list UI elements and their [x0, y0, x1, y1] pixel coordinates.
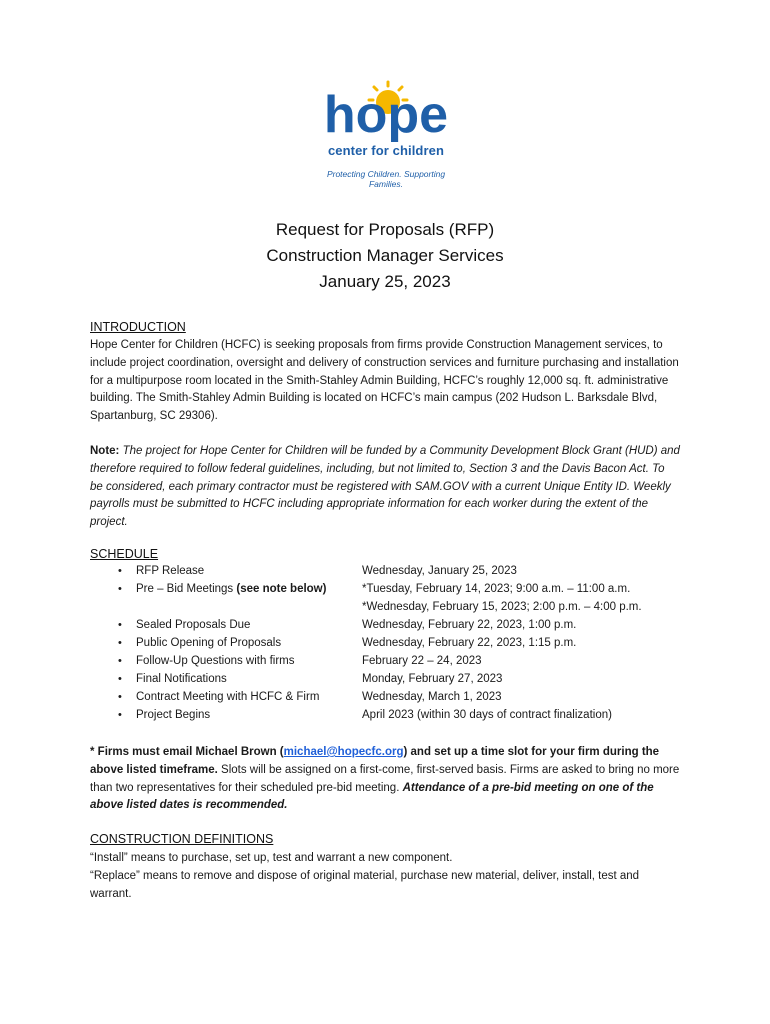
note-recommendation: Attendance of a pre-bid meeting on one of the above listed dates is recommended. — [90, 781, 654, 812]
schedule-item: Follow-Up Questions with firms — [136, 655, 295, 667]
bullet: • — [118, 583, 122, 595]
logo-word: hope — [323, 86, 449, 142]
schedule-date: April 2023 (within 30 days of contract finalization) — [362, 709, 612, 721]
note-bold-start: * Firms must email Michael Brown ( — [90, 746, 284, 758]
schedule-row — [90, 655, 690, 673]
schedule-row — [90, 709, 690, 727]
document-subtitle: Construction Manager Services — [266, 246, 504, 265]
schedule-row — [90, 637, 690, 655]
schedule-row — [90, 583, 690, 601]
schedule-item: Final Notifications — [136, 673, 227, 685]
schedule-item: Sealed Proposals Due — [136, 619, 251, 631]
logo-subtitle: center for children — [327, 143, 445, 158]
logo-graphic — [316, 80, 456, 142]
schedule-date: Wednesday, March 1, 2023 — [362, 691, 502, 703]
email-link[interactable]: michael@hopecfc.org — [283, 746, 404, 758]
bullet: • — [118, 619, 122, 631]
note-normal: Slots will be assigned on a first-come, first-served basis. Firms are asked to bring no more than two representatives for their scheduled pre-bid meeting. — [90, 763, 680, 794]
definition-replace: “Replace” means to remove and dispose of original material, purchase new material, deliver, install, test and warrant. — [90, 870, 640, 900]
schedule-heading: SCHEDULE — [90, 547, 159, 561]
definition-install: “Install” means to purchase, set up, test and warrant a new component. — [90, 852, 453, 864]
schedule-item: Public Opening of Proposals — [136, 637, 282, 649]
introduction-body: Hope Center for Children (HCFC) is seeking proposals from firms provide Construction Management services, to include project coordination, oversight and delivery of construction services and furniture purchasing and installation for a multipurpose room located in the Smith-Stahley Admin Building, HCFC’s roughly 12,000 sq. ft. administrative building. The Smith-Stahley Admin Building is located on HCFC’s main campus (202 Hudson L. Barksdale Blvd, Spartanburg, SC 29306). — [90, 339, 679, 423]
introduction-heading: INTRODUCTION — [90, 320, 186, 334]
schedule-date: *Wednesday, February 15, 2023; 2:00 p.m. – 4:00 p.m. — [362, 601, 642, 613]
schedule-row — [90, 565, 690, 583]
note-body: The project for Hope Center for Children will be funded by a Community Development Block Grant (HUD) and therefore required to follow federal guidelines, including, but not limited to, Section 3 and the Davis Bacon Act. To be considered, each primary contractor must be registered with SAM.GOV with a current Unique Entity ID. Weekly payrolls must be submitted to HCFC including appropriate information for each worker during the extent of the project. — [90, 445, 680, 529]
schedule-row — [90, 691, 690, 709]
schedule-item: Contract Meeting with HCFC & Firm — [136, 691, 320, 703]
schedule-item-text: Pre – Bid Meetings — [136, 583, 237, 595]
bullet: • — [118, 655, 122, 667]
funding-note — [90, 443, 680, 532]
logo-tagline: Protecting Children. Supporting Families. — [326, 169, 446, 189]
bullet: • — [118, 691, 122, 703]
schedule-item-note: (see note below) — [236, 583, 327, 595]
note-bold-end: ) and set up a time slot for your firm during the above listed timeframe. — [90, 746, 660, 776]
schedule-date: Wednesday, February 22, 2023, 1:00 p.m. — [362, 619, 577, 631]
definitions-heading: CONSTRUCTION DEFINITIONS — [90, 832, 274, 846]
schedule-date: Monday, February 27, 2023 — [362, 673, 503, 685]
hope-logo — [316, 80, 456, 189]
schedule-date: Wednesday, January 25, 2023 — [362, 565, 517, 577]
document-date: January 25, 2023 — [319, 272, 451, 291]
note-label: Note: — [90, 445, 120, 457]
schedule-row — [90, 601, 690, 619]
schedule-row — [90, 619, 690, 637]
schedule-date: *Tuesday, February 14, 2023; 9:00 a.m. – 11:00 a.m. — [362, 583, 631, 595]
bullet: • — [118, 709, 122, 721]
schedule-item: RFP Release — [136, 565, 205, 577]
bullet: • — [118, 637, 122, 649]
schedule-item: Project Begins — [136, 709, 211, 721]
schedule-date: Wednesday, February 22, 2023, 1:15 p.m. — [362, 637, 577, 649]
pre-bid-note — [90, 744, 680, 815]
bullet: • — [118, 673, 122, 685]
document-title: Request for Proposals (RFP) — [275, 220, 495, 239]
schedule-row — [90, 673, 690, 691]
schedule-date: February 22 – 24, 2023 — [362, 655, 482, 667]
bullet: • — [118, 565, 122, 577]
schedule-item — [136, 583, 326, 595]
